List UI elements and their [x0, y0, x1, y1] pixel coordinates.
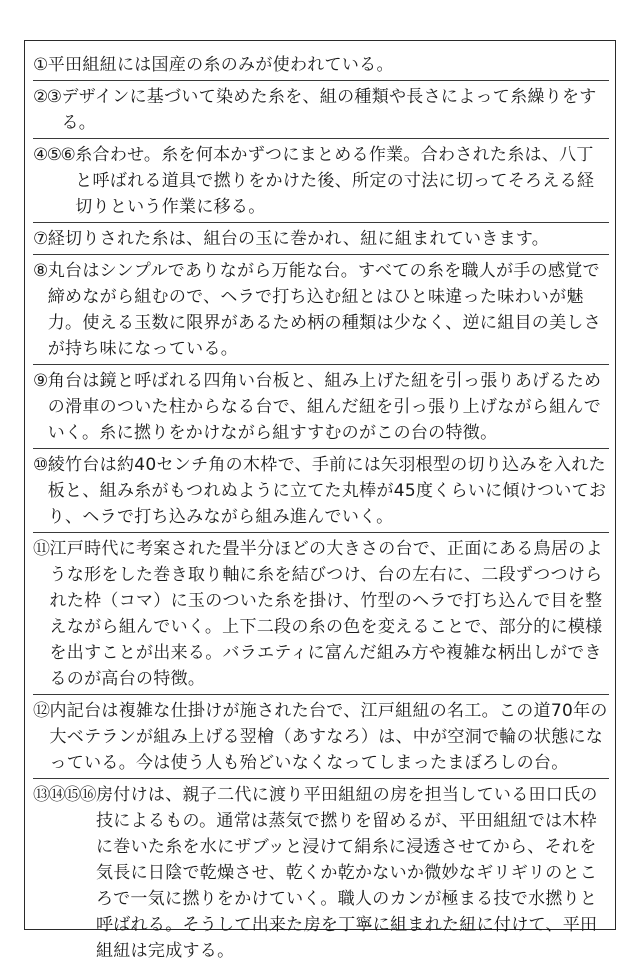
text-frame [24, 40, 616, 961]
item-text: 経切りされた糸は、組台の玉に巻かれ、紐に組まれていきます。 [47, 229, 550, 249]
item-number: ⑩ [33, 455, 47, 475]
item-text: 糸合わせ。糸を何本かずつにまとめる作業。合わされた糸は、八丁と呼ばれる道具で撚りをかけた後、所定の寸法に切ってそろえる経切りという作業に移る。 [75, 145, 595, 217]
item-number: ⑫ [33, 701, 49, 721]
item-number: ⑧ [33, 261, 47, 281]
item-text: 房付けは、親子二代に渡り平田組紐の房を担当している田口氏の技によるもの。通常は蒸気で撚りを留めるが、平田組紐では木枠に巻いた糸を水にザブッと浸けて絹糸に浸透させてから、それを気長に日陰で乾燥させ、乾くか乾かないか微妙なギリギリのところで一気に撚りをかけていく。職人のカンが極まる技で水撚りと呼ばれる。そうして出来た房を丁寧に組まれた紐に付けて、平田組紐は完成する。 [96, 785, 598, 961]
list-item [33, 695, 609, 779]
item-number: ④⑤⑥ [33, 145, 75, 165]
item-number: ① [33, 55, 47, 75]
item-number: ⑬⑭⑮⑯ [33, 785, 95, 805]
item-text: 丸台はシンプルでありながら万能な台。すべての糸を職人が手の感覚で締めながら組むので、ヘラで打ち込む紐とはひと味違った味わいが魅力。使える玉数に限界があるため柄の種類は少なく、逆に組目の美しさが持ち味になっている。 [47, 261, 602, 359]
item-number: ⑪ [33, 539, 49, 559]
item-number: ⑨ [33, 371, 47, 391]
list-item [33, 365, 609, 449]
list-item [33, 139, 609, 223]
list-item [33, 81, 609, 139]
item-text: 綾竹台は約40センチ角の木枠で、手前には矢羽根型の切り込みを入れた板と、組み糸がもつれぬように立てた丸棒が45度くらいに傾けついており、ヘラで打ち込みながら組み進んでいく。 [47, 455, 607, 527]
list-item [33, 49, 609, 81]
item-number: ⑦ [33, 229, 47, 249]
list-item [33, 779, 609, 966]
item-text: 江戸時代に考案された畳半分ほどの大きさの台で、正面にある鳥居のような形をした巻き取り軸に糸を結びつけ、台の左右に、二段ずつつけられた枠（コマ）に玉のついた糸を掛け、竹型のヘラで打ち込んで目を整えながら組んでいく。上下二段の糸の色を変えることで、部分的に模様を出すことが出来る。バラエティに富んだ組み方や複雑な柄出しができるのが高台の特徴。 [49, 539, 603, 689]
list-item [33, 533, 609, 695]
list-item [33, 449, 609, 533]
item-text: デザインに基づいて染めた糸を、組の種類や長さによって糸繰りをする。 [61, 87, 597, 133]
list-item [33, 255, 609, 365]
item-text: 内記台は複雑な仕掛けが施された台で、江戸組紐の名工。この道70年の大ベテランが組み上げる翌檜（あすなろ）は、中が空洞で輪の状態になっている。今は使う人も殆どいなくなってしまったまぼろしの台。 [49, 701, 608, 773]
item-text: 平田組紐には国産の糸のみが使われている。 [47, 55, 394, 75]
item-number: ②③ [33, 87, 61, 107]
item-text: 角台は鏡と呼ばれる四角い台板と、組み上げた紐を引っ張りあげるための滑車のついた柱からなる台で、組んだ紐を引っ張り上げながら組んでいく。糸に撚りをかけながら組すすむのがこの台の特徴。 [47, 371, 602, 443]
list-item [33, 223, 609, 255]
